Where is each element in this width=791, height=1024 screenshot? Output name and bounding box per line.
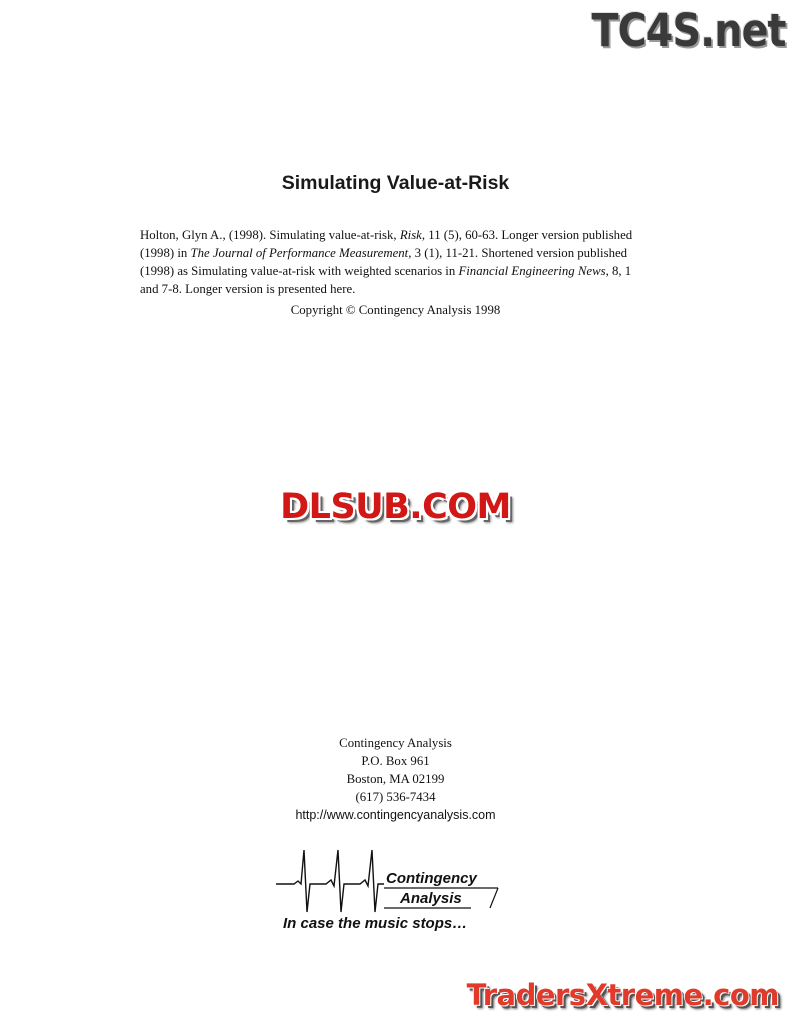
logo-analysis-text: Analysis <box>400 890 462 907</box>
logo-contingency-text: Contingency <box>386 870 477 887</box>
address-city: Boston, MA 02199 <box>346 772 445 786</box>
copyright-line: Copyright © Contingency Analysis 1998 <box>290 303 501 317</box>
citation-journal-performance: The Journal of Performance Measurement <box>190 246 409 260</box>
address-phone: (617) 536-7434 <box>355 790 436 804</box>
address-url[interactable]: http://www.contingencyanalysis.com <box>295 808 496 822</box>
logo-tagline: In case the music stops… <box>283 915 468 932</box>
citation-text-1: Holton, Glyn A., (1998). Simulating value-at-risk, <box>140 228 400 242</box>
address-block <box>0 734 791 824</box>
document-title: Simulating Value-at-Risk <box>281 172 510 194</box>
citation-journal-fen: Financial Engineering News <box>458 264 606 278</box>
watermark-tc4s: TC4S.net <box>591 4 786 57</box>
contingency-analysis-logo <box>276 848 526 940</box>
citation-paragraph <box>140 226 652 298</box>
address-po-box: P.O. Box 961 <box>361 754 430 768</box>
citation-text-4: , 8, 1 and 7-8. Longer version is presented here. <box>140 264 632 296</box>
watermark-tradersxtreme: TradersXtreme.com <box>466 978 779 1012</box>
citation-journal-risk: Risk <box>399 228 422 242</box>
address-org: Contingency Analysis <box>339 736 452 750</box>
citation-text-2: , 11 (5), 60-63. Longer version published (1998) in <box>140 228 633 260</box>
watermark-dlsub: DLSUB.COM <box>280 487 511 527</box>
citation-text-3: , 3 (1), 11-21. Shortened version published (1998) as Simulating value-at-risk with weighted scenarios in <box>140 246 628 278</box>
